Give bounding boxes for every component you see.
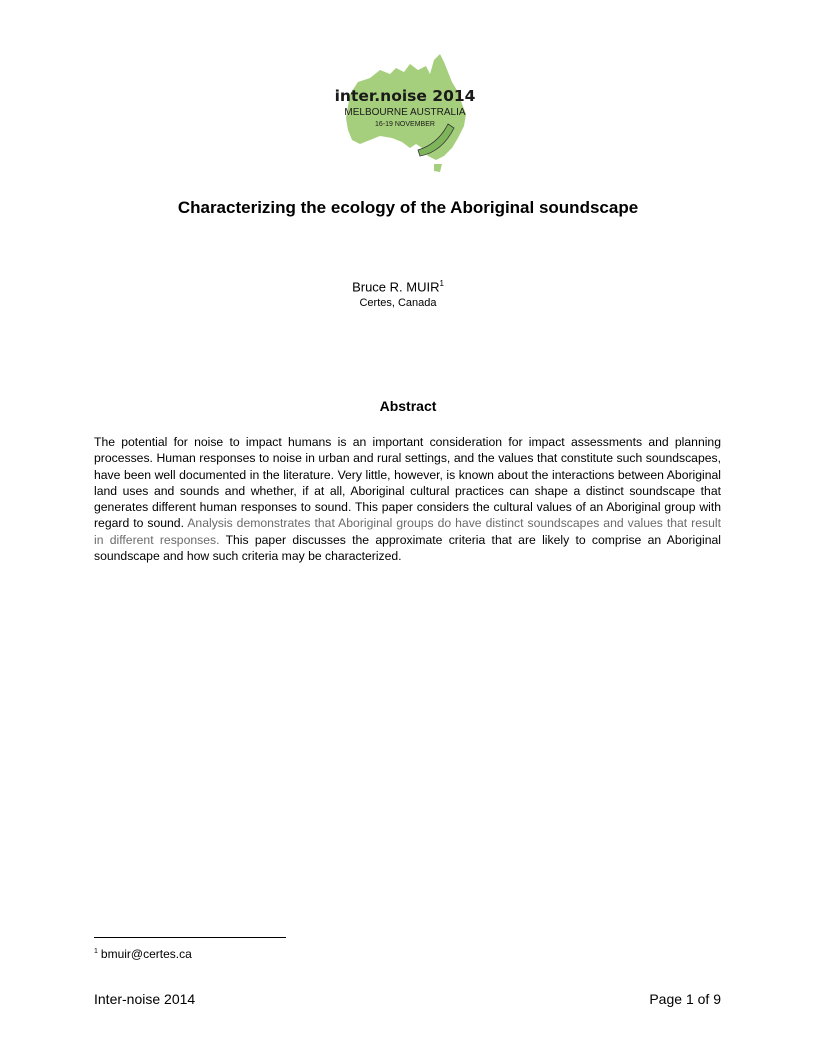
abstract-body (94, 434, 721, 564)
paper-title: Characterizing the ecology of the Aboriginal soundscape (177, 198, 639, 217)
logo-dates: 16-19 NOVEMBER (375, 121, 435, 128)
footnote-mark: 1 (94, 948, 98, 955)
footer-conference: Inter-noise 2014 (94, 991, 196, 1007)
author-affiliation: Certes, Canada (359, 297, 437, 310)
author-name-line (0, 276, 796, 295)
abstract-text-highlight: Analysis demonstrates that Aboriginal groups do have distinct soundscapes and values that result in different responses. (94, 516, 721, 547)
conference-logo (330, 52, 480, 174)
abstract-text-part3: This paper discusses the approximate criteria that are likely to comprise an Aboriginal soundscape and how such criteria may be characterized. (94, 532, 721, 564)
footnote-email[interactable]: bmuir@certes.ca (100, 947, 192, 961)
footnote (94, 944, 192, 962)
footer-page-number: Page 1 of 9 (649, 991, 721, 1007)
logo-name: inter.noise 2014 (334, 87, 476, 105)
tasmania-icon (434, 164, 442, 172)
logo-city: MELBOURNE AUSTRALIA (344, 107, 466, 118)
abstract-heading: Abstract (379, 398, 437, 414)
footnote-divider (94, 937, 286, 938)
author-block (0, 276, 796, 311)
author-footnote-mark: 1 (439, 279, 444, 288)
abstract-text-part1: The potential for noise to impact humans is an important consideration for impact assessments and planning processes. Human responses to noise in urban and rural settings, and the values that constitute such soundscapes, have been well documented in the literature. Very little, however, is known about the interactions between Aboriginal land uses and sounds and whether, if at all, Aboriginal cultural practices can shape a distinct soundscape that generates different human responses to sound. This paper considers the cultural values of an Aboriginal group with regard to sound. (94, 435, 721, 531)
author-name: Bruce R. MUIR (352, 279, 440, 295)
